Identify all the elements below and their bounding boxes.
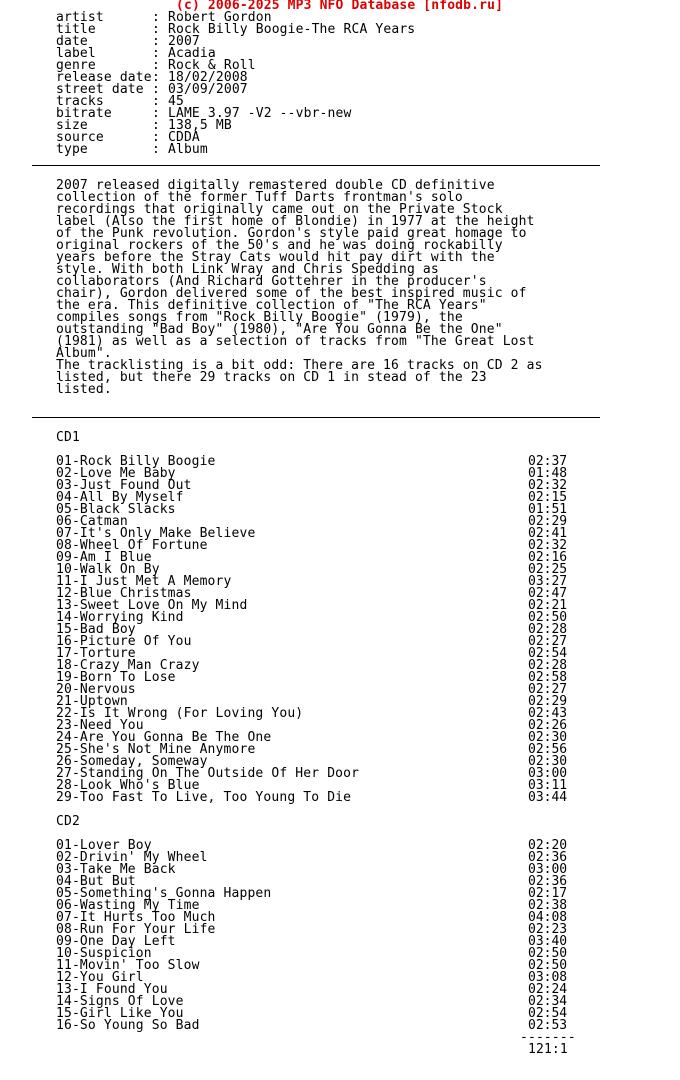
track-duration: 02:30 [528, 730, 568, 745]
track-duration: 02:15 [528, 490, 568, 505]
divider [32, 417, 600, 418]
track-duration: 02:56 [528, 742, 568, 757]
track-duration: 02:24 [528, 982, 568, 997]
track-duration: 02:16 [528, 550, 568, 565]
track-duration: 03:40 [528, 934, 568, 949]
track-title: 07-It Hurts Too Much [56, 910, 216, 925]
description-line: the era. This definitive collection of "The RCA Years" [56, 298, 487, 313]
track-duration: 02:36 [528, 850, 568, 865]
track-title: 16-So Young So Bad [56, 1018, 200, 1033]
track-duration: 01:48 [528, 466, 568, 481]
track-title: 07-It's Only Make Believe [56, 526, 256, 541]
track-title: 13-Sweet Love On My Mind [56, 598, 248, 613]
track-title: 05-Something's Gonna Happen [56, 886, 272, 901]
info-colon: : [152, 142, 160, 157]
track-duration: 02:29 [528, 694, 568, 709]
track-title: 08-Wheel Of Fortune [56, 538, 208, 553]
track-duration: 03:00 [528, 862, 568, 877]
description-line: style. With both Link Wray and Chris Spedding as [56, 262, 439, 277]
info-label: genre [56, 58, 152, 73]
description-line: The tracklisting is a bit odd: There are 16 tracks on CD 2 as [56, 358, 543, 373]
track-title: 09-Am I Blue [56, 550, 152, 565]
track-duration: 02:36 [528, 874, 568, 889]
info-label: date [56, 34, 152, 49]
track-title: 17-Torture [56, 646, 136, 661]
track-title: 22-Is It Wrong (For Loving You) [56, 706, 304, 721]
track-title: 09-One Day Left [56, 934, 176, 949]
track-duration: 01:51 [528, 502, 568, 517]
info-label: street date [56, 82, 152, 97]
track-title: 27-Standing On The Outside Of Her Door [56, 766, 360, 781]
track-title: 03-Just Found Out [56, 478, 192, 493]
track-duration: 02:28 [528, 658, 568, 673]
info-value: 45 [168, 94, 184, 109]
info-colon: : [152, 118, 160, 133]
description-line: compiles songs from "Rock Billy Boogie" (1979), the [56, 310, 463, 325]
track-title: 04-But But [56, 874, 136, 889]
info-label: size [56, 118, 152, 133]
track-duration: 02:50 [528, 610, 568, 625]
track-duration: 02:53 [528, 1018, 568, 1033]
track-title: 29-Too Fast To Live, Too Young To Die [56, 790, 352, 805]
description-line: of the Punk revolution. Gordon's style paid great homage to [56, 226, 527, 241]
description-line: Album". [56, 346, 112, 361]
track-duration: 02:32 [528, 478, 568, 493]
track-duration: 02:47 [528, 586, 568, 601]
track-title: 06-Catman [56, 514, 128, 529]
info-label: release date [56, 70, 152, 85]
track-duration: 02:27 [528, 634, 568, 649]
total-separator: ------- [520, 1030, 576, 1045]
track-duration: 04:08 [528, 910, 568, 925]
track-duration: 02:32 [528, 538, 568, 553]
track-duration: 03:00 [528, 766, 568, 781]
track-title: 14-Worrying Kind [56, 610, 184, 625]
info-colon: : [152, 94, 160, 109]
track-title: 28-Look Who's Blue [56, 778, 200, 793]
track-title: 12-Blue Christmas [56, 586, 192, 601]
description-line: outstanding "Bad Boy" (1980), "Are You Gonna Be the One" [56, 322, 503, 337]
track-title: 06-Wasting My Time [56, 898, 200, 913]
track-title: 25-She's Not Mine Anymore [56, 742, 256, 757]
info-colon: : [152, 22, 160, 37]
track-title: 24-Are You Gonna Be The One [56, 730, 272, 745]
info-value: LAME 3.97 -V2 --vbr-new [168, 106, 352, 121]
divider [32, 165, 600, 166]
total-time: 121:1 [528, 1042, 568, 1057]
track-title: 11-Movin' Too Slow [56, 958, 200, 973]
track-duration: 03:27 [528, 574, 568, 589]
track-title: 04-All By Myself [56, 490, 184, 505]
track-duration: 03:08 [528, 970, 568, 985]
info-colon: : [152, 106, 160, 121]
track-title: 18-Crazy Man Crazy [56, 658, 200, 673]
track-duration: 02:50 [528, 946, 568, 961]
track-title: 14-Signs Of Love [56, 994, 184, 1009]
description-line: collection of the former Tuff Darts frontman's solo [56, 190, 463, 205]
info-value: Robert Gordon [168, 10, 272, 25]
track-title: 01-Rock Billy Boogie [56, 454, 216, 469]
info-label: label [56, 46, 152, 61]
track-title: 23-Need You [56, 718, 144, 733]
disc-heading: CD2 [56, 814, 80, 829]
track-duration: 02:54 [528, 646, 568, 661]
info-colon: : [152, 58, 160, 73]
track-duration: 02:43 [528, 706, 568, 721]
description-line: 2007 released digitally remastered double CD definitive [56, 178, 495, 193]
track-title: 26-Someday, Someway [56, 754, 208, 769]
info-value: 138,5 MB [168, 118, 232, 133]
track-duration: 02:34 [528, 994, 568, 1009]
info-value: Album [168, 142, 208, 157]
track-title: 02-Love Me Baby [56, 466, 176, 481]
track-duration: 02:17 [528, 886, 568, 901]
info-colon: : [152, 46, 160, 61]
track-duration: 02:54 [528, 1006, 568, 1021]
track-title: 10-Suspicion [56, 946, 152, 961]
track-duration: 02:27 [528, 682, 568, 697]
track-duration: 02:38 [528, 898, 568, 913]
info-label: bitrate [56, 106, 152, 121]
info-colon: : [152, 82, 160, 97]
info-label: title [56, 22, 152, 37]
track-title: 16-Picture Of You [56, 634, 192, 649]
track-title: 10-Walk On By [56, 562, 160, 577]
track-duration: 03:11 [528, 778, 568, 793]
description-line: chair), Gordon delivered some of the best inspired music of [56, 286, 527, 301]
info-value: 2007 [168, 34, 200, 49]
info-value: 03/09/2007 [168, 82, 248, 97]
track-duration: 02:58 [528, 670, 568, 685]
description-line: listed. [56, 382, 112, 397]
description-line: (1981) as well as a selection of tracks from "The Great Lost [56, 334, 535, 349]
track-title: 01-Lover Boy [56, 838, 152, 853]
description-line: collaborators (And Richard Gottehrer in the producer's [56, 274, 487, 289]
track-title: 08-Run For Your Life [56, 922, 216, 937]
info-colon: : [152, 130, 160, 145]
description-line: original rockers of the 50's and he was doing rockabilly [56, 238, 503, 253]
description-line: recordings that originally came out on the Private Stock [56, 202, 503, 217]
info-value: Rock & Roll [168, 58, 256, 73]
info-value: Rock Billy Boogie-The RCA Years [168, 22, 416, 37]
track-duration: 02:21 [528, 598, 568, 613]
description-line: label (Also the first home of Blondie) in 1977 at the height [56, 214, 535, 229]
track-duration: 03:44 [528, 790, 568, 805]
disc-heading: CD1 [56, 430, 80, 445]
track-duration: 02:28 [528, 622, 568, 637]
credit-line[interactable]: (c) 2006-2025 MP3 NFO Database [nfodb.ru] [176, 0, 504, 13]
info-label: artist [56, 10, 152, 25]
track-title: 11-I Just Met A Memory [56, 574, 232, 589]
track-title: 15-Bad Boy [56, 622, 136, 637]
track-title: 03-Take Me Back [56, 862, 176, 877]
info-colon: : [152, 70, 160, 85]
track-title: 15-Girl Like You [56, 1006, 184, 1021]
track-title: 19-Born To Lose [56, 670, 176, 685]
track-duration: 02:20 [528, 838, 568, 853]
track-duration: 02:23 [528, 922, 568, 937]
info-label: tracks [56, 94, 152, 109]
track-title: 20-Nervous [56, 682, 136, 697]
info-label: source [56, 130, 152, 145]
track-duration: 02:26 [528, 718, 568, 733]
track-duration: 02:41 [528, 526, 568, 541]
track-title: 21-Uptown [56, 694, 128, 709]
info-value: 18/02/2008 [168, 70, 248, 85]
track-title: 12-You Girl [56, 970, 144, 985]
track-title: 05-Black Slacks [56, 502, 176, 517]
track-duration: 02:25 [528, 562, 568, 577]
info-value: Acadia [168, 46, 216, 61]
info-colon: : [152, 34, 160, 49]
track-title: 13-I Found You [56, 982, 168, 997]
info-label: type [56, 142, 152, 157]
track-title: 02-Drivin' My Wheel [56, 850, 208, 865]
track-duration: 02:50 [528, 958, 568, 973]
description-line: listed, but there 29 tracks on CD 1 in stead of the 23 [56, 370, 487, 385]
track-duration: 02:30 [528, 754, 568, 769]
info-value: CDDA [168, 130, 200, 145]
description-line: years before the Stray Cats would hit pay dirt with the [56, 250, 495, 265]
track-duration: 02:37 [528, 454, 568, 469]
info-colon: : [152, 10, 160, 25]
track-duration: 02:29 [528, 514, 568, 529]
